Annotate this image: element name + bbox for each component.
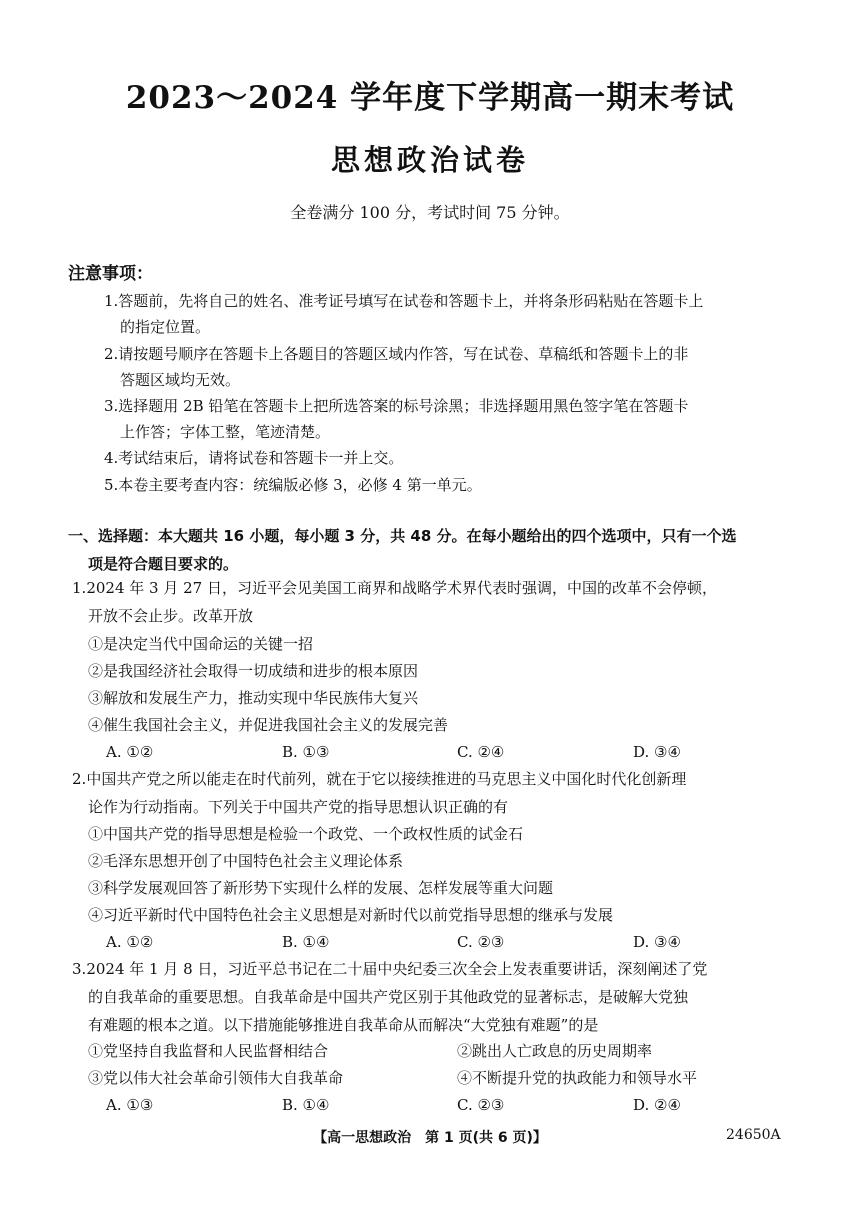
- exam-subtitle: 思想政治试卷: [330, 143, 529, 177]
- question-line-cont: 的自我革命的重要思想。自我革命是中国共产党区别于其他政党的显著标志，是破解大党独: [88, 988, 689, 1006]
- note-item: [104, 445, 794, 471]
- question-line: 2024 年 1 月 8 日，习近平总书记在二十届中央纪委三次全会上发表重要讲话，深刻阐述了党: [86, 960, 708, 978]
- question-3-stem: [72, 955, 800, 1039]
- note-item: [104, 472, 794, 498]
- paper-code: 24650A: [726, 1127, 781, 1143]
- option-d: D. ③④: [633, 743, 681, 761]
- note-line-cont: 的指定位置。: [120, 318, 211, 336]
- option-a: A. ①②: [106, 933, 154, 951]
- note-line-cont: 答题区域均无效。: [120, 371, 241, 389]
- option-c: C. ②④: [457, 743, 505, 761]
- option-d: D. ②④: [633, 1096, 681, 1114]
- option-c: C. ②③: [457, 1096, 505, 1114]
- statement: ③党以伟大社会革命引领伟大自我革命: [88, 1069, 344, 1087]
- statement: ①是决定当代中国命运的关键一招: [88, 635, 314, 653]
- section-line: 一、选择题：本大题共 16 小题，每小题 3 分，共 48 分。在每小题给出的四个选项中，只有一个选: [68, 527, 737, 545]
- statement: ③解放和发展生产力，推动实现中华民族伟大复兴: [88, 689, 419, 707]
- option-a: A. ①②: [106, 743, 154, 761]
- notes-heading: 注意事项：: [68, 264, 153, 284]
- statement: ①党坚持自我监督和人民监督相结合: [88, 1042, 329, 1060]
- question-1-stem: [72, 574, 800, 630]
- statement: ④习近平新时代中国特色社会主义思想是对新时代以前党指导思想的继承与发展: [88, 906, 614, 924]
- note-line: 4.考试结束后，请将试卷和答题卡一并上交。: [104, 449, 404, 467]
- option-b: B. ①④: [282, 1096, 330, 1114]
- note-line: 2.请按题号顺序在答题卡上各题目的答题区域内作答，写在试卷、草稿纸和答题卡上的非: [104, 345, 689, 363]
- note-line: 5.本卷主要考查内容：统编版必修 3，必修 4 第一单元。: [104, 476, 482, 494]
- question-number: 2.: [72, 770, 87, 788]
- note-item: [104, 288, 794, 340]
- question-line: 中国共产党之所以能走在时代前列，就在于它以接续推进的马克思主义中国化时代化创新理: [86, 770, 687, 788]
- statement: ③科学发展观回答了新形势下实现什么样的发展、怎样发展等重大问题: [88, 879, 554, 897]
- statement: ①中国共产党的指导思想是检验一个政党、一个政权性质的试金石: [88, 825, 524, 843]
- question-number: 3.: [72, 960, 87, 978]
- note-item: [104, 393, 794, 445]
- section-line-cont: 项是符合题目要求的。: [88, 555, 239, 573]
- option-d: D. ③④: [633, 933, 681, 951]
- note-line: 1.答题前，先将自己的姓名、准考证号填写在试卷和答题卡上，并将条形码粘贴在答题卡上: [104, 292, 704, 310]
- exam-title: 2023～2024 学年度下学期高一期末考试: [125, 80, 735, 116]
- statement: ④催生我国社会主义，并促进我国社会主义的发展完善: [88, 716, 449, 734]
- question-number: 1.: [72, 579, 87, 597]
- question-line-cont: 开放不会止步。改革开放: [88, 607, 254, 625]
- option-a: A. ①③: [106, 1096, 154, 1114]
- question-line: 2024 年 3 月 27 日，习近平会见美国工商界和战略学术界代表时强调，中国的改革不会停顿，: [86, 579, 717, 597]
- page-footer: 【高一思想政治 第 1 页(共 6 页)】: [313, 1130, 547, 1146]
- question-line-cont: 论作为行动指南。下列关于中国共产党的指导思想认识正确的有: [88, 798, 509, 816]
- option-c: C. ②③: [457, 933, 505, 951]
- note-line-cont: 上作答；字体工整，笔迹清楚。: [120, 423, 331, 441]
- note-item: [104, 341, 794, 393]
- option-b: B. ①④: [282, 933, 330, 951]
- question-line-cont: 有难题的根本之道。以下措施能够推进自我革命从而解决“大党独有难题”的是: [88, 1016, 599, 1034]
- section-heading: [68, 522, 798, 578]
- score-info: 全卷满分 100 分，考试时间 75 分钟。: [290, 203, 570, 222]
- statement: ④不断提升党的执政能力和领导水平: [457, 1069, 698, 1087]
- statement: ②跳出人亡政息的历史周期率: [457, 1042, 653, 1060]
- statement: ②是我国经济社会取得一切成绩和进步的根本原因: [88, 662, 419, 680]
- note-line: 3.选择题用 2B 铅笔在答题卡上把所选答案的标号涂黑；非选择题用黑色签字笔在答题卡: [104, 397, 689, 415]
- option-b: B. ①③: [282, 743, 330, 761]
- statement: ②毛泽东思想开创了中国特色社会主义理论体系: [88, 852, 404, 870]
- question-2-stem: [72, 765, 800, 821]
